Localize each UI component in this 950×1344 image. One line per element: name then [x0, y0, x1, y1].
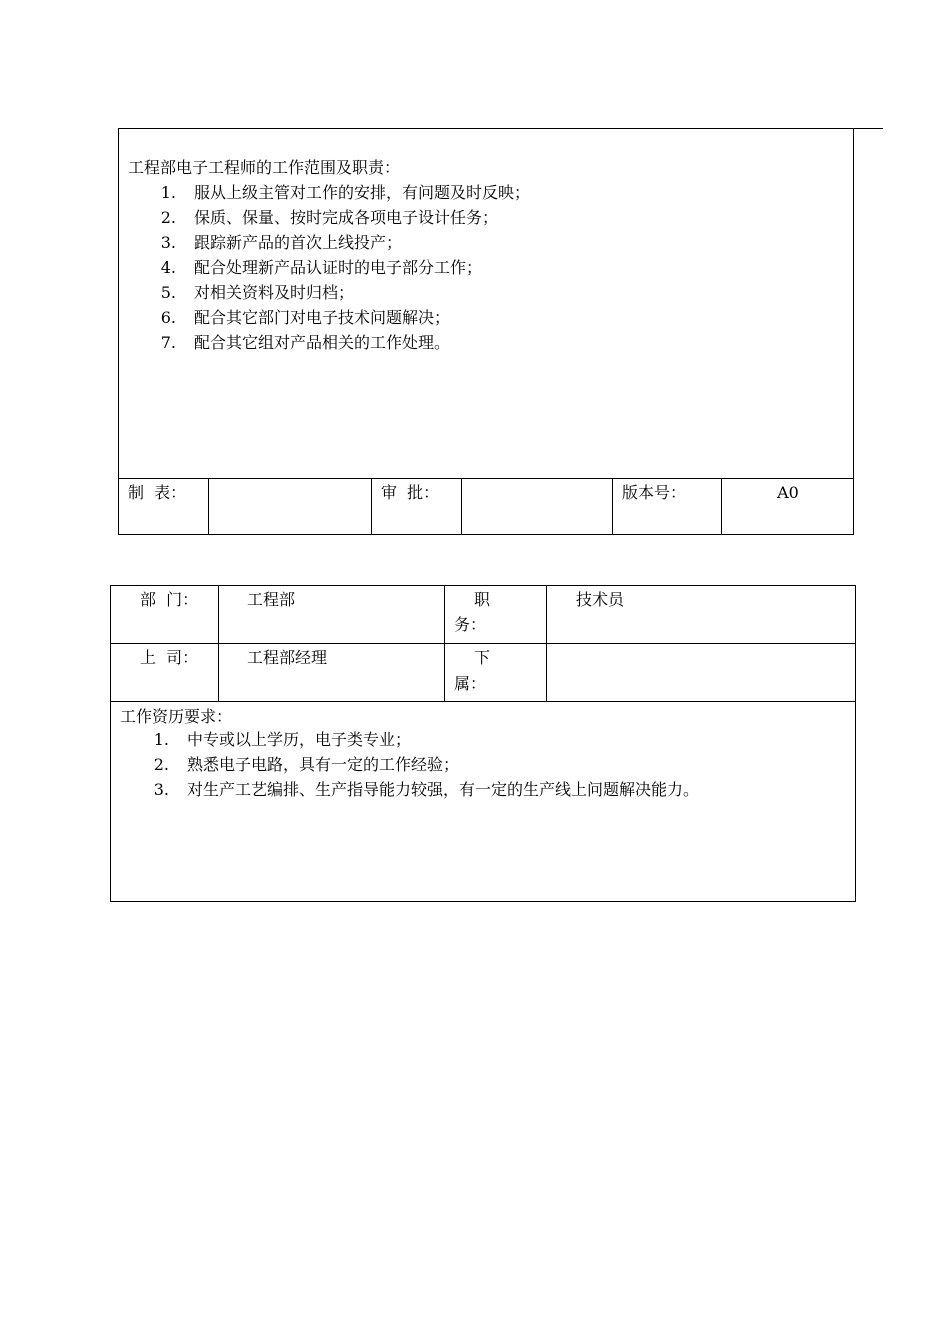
approved-by-label: 审 批： [381, 483, 440, 502]
cell-divider [546, 585, 547, 702]
version-value: A0 [777, 483, 799, 502]
job-title-value: 技术员 [576, 590, 625, 609]
department-label: 部 门： [140, 590, 199, 609]
version-label: 版本号： [622, 483, 687, 502]
superior-label: 上 司： [140, 648, 199, 667]
qualifications-title: 工作资历要求： [120, 707, 233, 726]
cell-divider [371, 478, 372, 535]
job-title-label-line2: 务： [454, 615, 487, 634]
cell-divider [461, 478, 462, 535]
prepared-by-label: 制 表： [128, 483, 187, 502]
cell-divider [208, 478, 209, 535]
subordinate-label-line2: 属： [454, 674, 487, 693]
duties-title: 工程部电子工程师的工作范围及职责： [128, 158, 401, 177]
cell-divider [612, 478, 613, 535]
subordinate-label-line1: 下 [474, 648, 491, 667]
department-value: 工程部 [247, 590, 296, 609]
table-top-extension [853, 128, 883, 129]
row-divider [110, 701, 856, 702]
superior-value: 工程部经理 [247, 648, 328, 667]
job-title-label-line1: 职 [474, 590, 491, 609]
cell-divider [444, 585, 445, 702]
approval-row-divider [118, 478, 854, 479]
row-divider [110, 643, 856, 644]
cell-divider [218, 585, 219, 702]
